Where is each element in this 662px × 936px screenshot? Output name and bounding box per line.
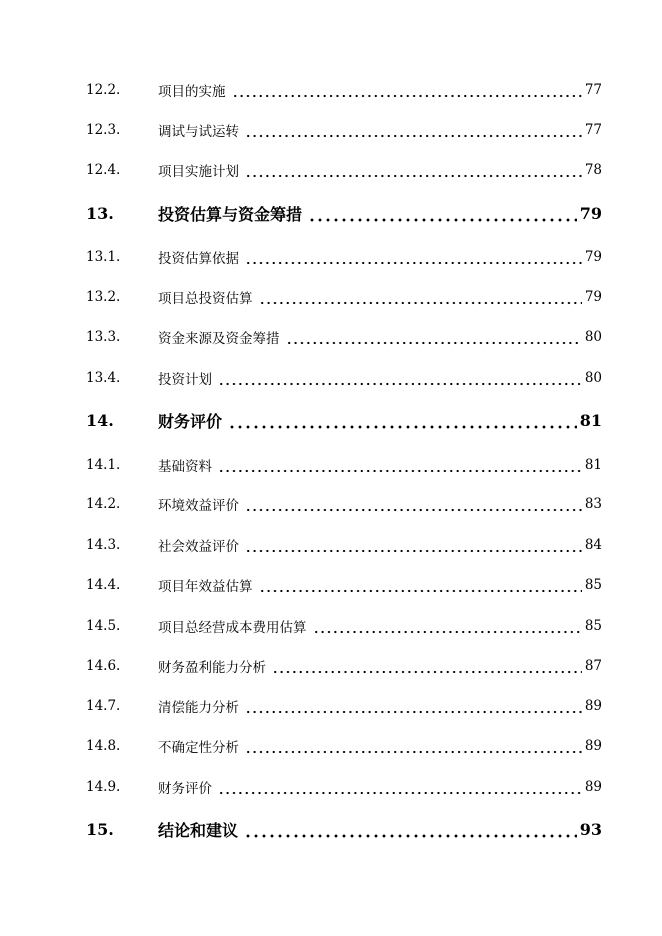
toc-entry-14-4[interactable]	[86, 573, 602, 597]
toc-entry-page: 85	[584, 577, 602, 593]
toc-entry-number: 14.7.	[86, 698, 121, 714]
toc-entry-title: 结论和建议	[158, 820, 239, 840]
toc-entry-title: 项目年效益估算	[158, 579, 253, 595]
toc-entry-page: 89	[584, 779, 602, 795]
dot-leader	[218, 775, 582, 799]
dot-leader	[218, 366, 582, 390]
toc-entry-number: 13.2.	[86, 289, 121, 305]
toc-entry-13-4[interactable]	[86, 366, 602, 390]
toc-entry-number: 12.3.	[86, 122, 121, 138]
dot-leader	[272, 654, 582, 678]
toc-entry-15[interactable]	[86, 817, 602, 841]
toc-entry-12-2[interactable]	[86, 78, 602, 102]
dot-leader	[259, 285, 582, 309]
dot-leader	[245, 533, 582, 557]
dot-leader	[313, 614, 582, 638]
toc-entry-number: 12.2.	[86, 82, 121, 98]
toc-entry-page: 80	[584, 329, 602, 345]
toc-entry-number: 14.2.	[86, 496, 121, 512]
toc-entry-14[interactable]	[86, 408, 602, 432]
toc-entry-number: 14.3.	[86, 537, 121, 553]
toc-entry-number: 14.9.	[86, 779, 121, 795]
toc-entry-page: 78	[584, 162, 602, 178]
toc-entry-title: 项目的实施	[158, 84, 226, 100]
toc-entry-14-6[interactable]	[86, 654, 602, 678]
toc-entry-title: 基础资料	[158, 459, 212, 475]
toc-entry-page: 87	[584, 658, 602, 674]
toc-entry-page: 89	[584, 738, 602, 754]
toc-entry-title: 投资估算与资金筹措	[158, 204, 303, 224]
toc-entry-page: 79	[584, 289, 602, 305]
toc-entry-title: 清偿能力分析	[158, 700, 239, 716]
toc-entry-page: 84	[584, 537, 602, 553]
toc-entry-page: 79	[584, 249, 602, 265]
dot-leader	[245, 734, 582, 758]
dot-leader	[228, 408, 577, 432]
toc-entry-title: 环境效益评价	[158, 498, 239, 514]
toc-entry-title: 资金来源及资金筹措	[158, 331, 280, 347]
toc-entry-number: 15.	[86, 819, 114, 839]
toc-entry-title: 财务评价	[158, 411, 223, 431]
dot-leader	[259, 573, 582, 597]
toc-entry-title: 财务评价	[158, 781, 212, 797]
toc-entry-title: 财务盈利能力分析	[158, 660, 266, 676]
toc-entry-page: 79	[579, 203, 602, 223]
toc-entry-number: 13.4.	[86, 370, 121, 386]
toc-entry-14-2[interactable]	[86, 492, 602, 516]
toc-entry-page: 77	[584, 122, 602, 138]
dot-leader	[245, 245, 582, 269]
toc-entry-page: 81	[584, 457, 602, 473]
toc-entry-14-5[interactable]	[86, 614, 602, 638]
toc-entry-14-3[interactable]	[86, 533, 602, 557]
toc-entry-page: 85	[584, 618, 602, 634]
toc-entry-page: 80	[584, 370, 602, 386]
toc-entry-page: 89	[584, 698, 602, 714]
dot-leader	[244, 817, 577, 841]
dot-leader	[218, 453, 582, 477]
toc-entry-title: 项目总投资估算	[158, 291, 253, 307]
dot-leader	[245, 118, 582, 142]
toc-entry-13-1[interactable]	[86, 245, 602, 269]
toc-entry-title: 项目实施计划	[158, 164, 239, 180]
toc-entry-14-7[interactable]	[86, 694, 602, 718]
toc-entry-14-1[interactable]	[86, 453, 602, 477]
toc-entry-title: 项目总经营成本费用估算	[158, 620, 307, 636]
toc-entry-number: 13.	[86, 203, 114, 223]
dot-leader	[308, 201, 577, 225]
toc-entry-page: 83	[584, 496, 602, 512]
toc-entry-14-9[interactable]	[86, 775, 602, 799]
toc-entry-page: 77	[584, 82, 602, 98]
dot-leader	[245, 694, 582, 718]
toc-entry-title: 社会效益评价	[158, 539, 239, 555]
toc-entry-number: 14.5.	[86, 618, 121, 634]
toc-entry-13-3[interactable]	[86, 325, 602, 349]
toc-entry-title: 不确定性分析	[158, 740, 239, 756]
toc-entry-page: 81	[579, 410, 602, 430]
toc-entry-number: 13.3.	[86, 329, 121, 345]
toc-entry-number: 14.6.	[86, 658, 121, 674]
toc-entry-number: 14.8.	[86, 738, 121, 754]
toc-entry-12-3[interactable]	[86, 118, 602, 142]
dot-leader	[245, 158, 582, 182]
dot-leader	[245, 492, 582, 516]
toc-entry-14-8[interactable]	[86, 734, 602, 758]
toc-entry-13-2[interactable]	[86, 285, 602, 309]
toc-entry-title: 投资计划	[158, 372, 212, 388]
toc-entry-number: 14.	[86, 410, 114, 430]
toc-entry-number: 13.1.	[86, 249, 121, 265]
dot-leader	[232, 78, 582, 102]
toc-entry-number: 14.4.	[86, 577, 121, 593]
toc-entry-number: 12.4.	[86, 162, 121, 178]
toc-entry-12-4[interactable]	[86, 158, 602, 182]
toc-entry-page: 93	[579, 819, 602, 839]
toc-entry-title: 调试与试运转	[158, 124, 239, 140]
toc-entry-number: 14.1.	[86, 457, 121, 473]
dot-leader	[286, 325, 582, 349]
toc-entry-title: 投资估算依据	[158, 251, 239, 267]
toc-entry-13[interactable]	[86, 201, 602, 225]
